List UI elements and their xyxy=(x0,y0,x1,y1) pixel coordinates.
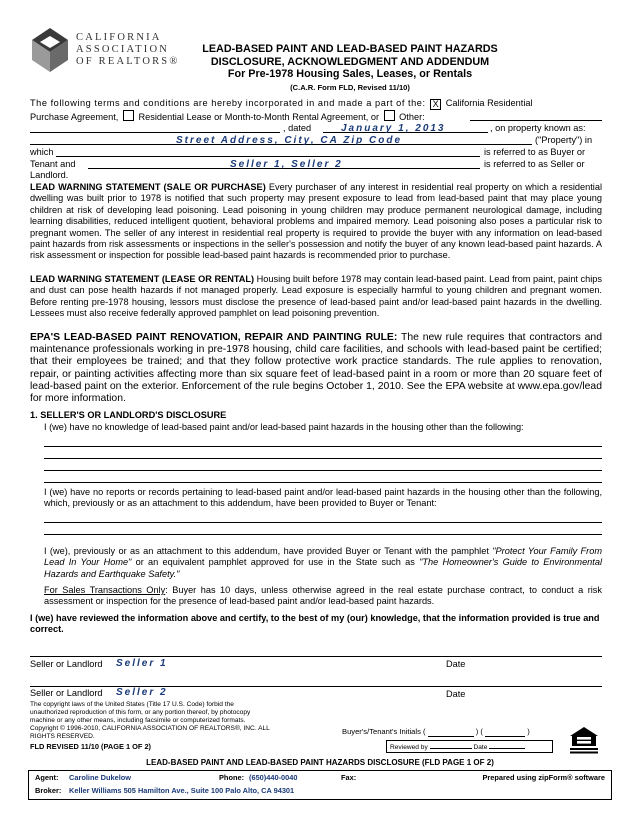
initials-label: Buyer's/Tenant's Initials ( xyxy=(342,727,426,736)
purchase-agreement-label: California Residential xyxy=(445,98,533,108)
reviewed-date-label: Date xyxy=(473,744,488,751)
signature-date-label-2: Date xyxy=(446,689,466,699)
reviewed-box xyxy=(386,740,553,753)
warning-sale-body: Every purchaser of any interest in residential real property on which a residential dwelling was built prior to 1978 is notified that such property may present exposure to lead from lead-based paint that may place young children at risk of developing lead poisoning. Lead poisoning in young children may produce permanent neurological damage, including learning disabilities, reduced intelligent quotient, behavioral problems and impaired memory. Lead poisoning also poses a particular risk to pregnant women. The seller of any interest in residential real property is required to provide the buyer with any information on lead-based paint hazards from risk assessments or inspections in the seller's possession and notify the buyer of any known lead-based paint hazards. A risk assessment or inspection for possible lead-based paint hazards is recommended prior to purchase. xyxy=(30,182,602,261)
agent-label: Agent: xyxy=(35,773,59,782)
section1-p4 xyxy=(44,585,602,608)
dated-label: , dated xyxy=(283,123,312,133)
sales-only-label: For Sales Transactions Only xyxy=(44,585,166,595)
buyer-field[interactable] xyxy=(56,156,480,157)
broker-value: Keller Williams 505 Hamilton Ave., Suite 100 Palo Alto, CA 94301 xyxy=(69,786,295,795)
copyright-notice: The copyright laws of the United States (Title 17 U.S. Code) forbid the unauthorized reproduction of this form, or any portion thereof, by photocopy machine or any other means, including facsimile or computerized formats. Copyright © 1996-2010, CALIFORNIA ASSOCIATION OF REALTORS®, INC. ALL RIGHTS RESERVED. xyxy=(30,701,270,740)
lease-label: Residential Lease or Month-to-Month Rental Agreement, or xyxy=(138,112,380,122)
disclosure-line-2[interactable] xyxy=(44,458,602,459)
signature-value-1: Seller 1 xyxy=(116,658,168,669)
disclosure-line-1[interactable] xyxy=(44,446,602,447)
broker-label: Broker: xyxy=(35,786,62,795)
warning-lease-paragraph xyxy=(30,274,602,320)
reviewed-date-field[interactable] xyxy=(489,741,525,749)
intro-line-1 xyxy=(30,98,604,110)
initials-field-1[interactable] xyxy=(428,727,474,737)
section1-heading: 1. SELLER'S OR LANDLORD'S DISCLOSURE xyxy=(30,410,227,420)
property-label: ("Property") in xyxy=(535,135,593,145)
property-known-label: , on property known as: xyxy=(490,123,586,133)
reviewed-field[interactable] xyxy=(430,741,472,749)
title-line-1: LEAD-BASED PAINT AND LEAD-BASED PAINT HAZARDS xyxy=(202,43,498,55)
initials-end: ) xyxy=(527,727,530,736)
logo-line-2: ASSOCIATION xyxy=(76,44,170,55)
epa-paragraph xyxy=(30,332,602,405)
tenant-label: Tenant and xyxy=(30,159,76,169)
car-logo-icon xyxy=(30,26,70,78)
signature-value-2: Seller 2 xyxy=(116,687,168,698)
warning-sale-heading: LEAD WARNING STATEMENT (SALE OR PURCHASE) xyxy=(30,182,266,192)
epa-heading: EPA'S LEAD-BASED PAINT RENOVATION, REPAIR AND PAINTING RULE: xyxy=(30,332,398,343)
address-value: Street Address, City, CA Zip Code xyxy=(176,135,403,146)
seller-value: Seller 1, Seller 2 xyxy=(230,159,343,170)
prepared-using: Prepared using zipForm® software xyxy=(482,773,605,782)
other-checkbox[interactable] xyxy=(384,110,395,121)
which-label: which xyxy=(30,147,54,157)
purchase-agreement-label-2: Purchase Agreement, xyxy=(30,112,119,122)
signature-label-1: Seller or Landlord xyxy=(30,659,103,669)
phone-label: Phone: xyxy=(219,773,245,782)
section1-p1: I (we) have no knowledge of lead-based paint and/or lead-based paint hazards in the housing other than the following: xyxy=(44,422,524,432)
signature-line-1[interactable] xyxy=(30,656,602,657)
reviewed-label: Reviewed by xyxy=(390,744,428,751)
pamphlet-text-1: I (we), previously or as an attachment to this addendum, have provided Buyer or Tenant with the pamphlet xyxy=(44,546,493,556)
certify-statement: I (we) have reviewed the information above and certify, to the best of my (our) knowledge, that the information provided is true and correct. xyxy=(30,613,600,635)
disclosure-line-3[interactable] xyxy=(44,470,602,471)
agreement-field[interactable] xyxy=(30,132,280,133)
epa-body: The new rule requires that contractors and maintenance professionals working in pre-1978 housing, child care facilities, and schools with lead-based paint be certified; that their employees be trained; and that they follow protective work practice standards. The rule applies to renovation, repair, or painting activities affecting more than six square feet of lead-based paint in a room or more than 20 square feet of lead-based paint on the exterior. Enforcement of the rule begins October 1, 2010. See the EPA website at www.epa.gov/lead for more information. xyxy=(30,332,602,405)
initials-separator: ) ( xyxy=(475,727,483,736)
signature-label-2: Seller or Landlord xyxy=(30,688,103,698)
buyer-label: is referred to as Buyer or xyxy=(484,147,586,157)
warning-lease-body: Housing built before 1978 may contain lead-based paint. Lead from paint, paint chips and dust can pose health hazards if not managed properly. Lead exposure is especially harmful to young children and pregnant women. Before renting pre-1978 housing, lessors must disclose the presence of lead-based paint and/or lead-based paint hazards in the dwelling. Lessees must also receive federally approved pamphlet on lead poisoning prevention. xyxy=(30,274,602,319)
date-value: January 1, 2013 xyxy=(341,123,446,134)
landlord-label: Landlord. xyxy=(30,170,69,180)
logo-line-3: OF REALTORS® xyxy=(76,56,180,67)
initials-field-2[interactable] xyxy=(485,727,525,737)
signature-date-label-1: Date xyxy=(446,659,466,669)
other-field[interactable] xyxy=(470,120,602,121)
records-line-1[interactable] xyxy=(44,522,602,523)
footer-title: LEAD-BASED PAINT AND LEAD-BASED PAINT HAZARDS DISCLOSURE (FLD PAGE 1 OF 2) xyxy=(146,758,494,767)
car-logo-text xyxy=(76,32,180,68)
purchase-agreement-checkbox[interactable]: X xyxy=(430,99,441,110)
pamphlet-title-2: "The Homeowner's Guide to Environmental Hazards and Earthquake Safety." xyxy=(44,557,602,579)
intro-text: The following terms and conditions are hereby incorporated in and made a part of the: xyxy=(30,98,426,108)
initials-row xyxy=(342,727,530,737)
pamphlet-text-2: or an equivalent pamphlet approved for use in the State such as xyxy=(131,557,420,568)
sales-only-text: : Buyer has 10 days, unless otherwise agreed in the real estate purchase contract, to conduct a risk assessment or inspection for the presence of lead-based paint and/or lead-based paint hazards. xyxy=(44,585,602,607)
form-id: (C.A.R. Form FLD, Revised 11/10) xyxy=(290,82,410,92)
lease-checkbox[interactable] xyxy=(123,110,134,121)
title-line-2: DISCLOSURE, ACKNOWLEDGMENT AND ADDENDUM xyxy=(210,55,490,68)
section1-p2: I (we) have no reports or records pertaining to lead-based paint and/or lead-based paint hazards in the housing other than the following, which, previously or as an attachment to this addendum, have been provided to Buyer or Tenant: xyxy=(44,487,602,509)
form-title xyxy=(180,43,520,94)
equal-housing-icon xyxy=(569,726,599,754)
disclosure-line-4[interactable] xyxy=(44,482,602,483)
phone-value: (650)440-0040 xyxy=(249,773,298,782)
seller-label: is referred to as Seller or xyxy=(484,159,585,169)
pamphlet-title-1: "Protect Your Family From Lead In Your Home" xyxy=(44,546,602,568)
warning-lease-heading: LEAD WARNING STATEMENT (LEASE OR RENTAL) xyxy=(30,274,255,284)
agent-footer xyxy=(28,770,612,800)
logo-line-1: CALIFORNIA xyxy=(76,32,162,43)
title-line-3: For Pre-1978 Housing Sales, Leases, or Rentals xyxy=(227,68,473,81)
records-line-2[interactable] xyxy=(44,534,602,535)
warning-sale-paragraph xyxy=(30,182,602,262)
section1-p3 xyxy=(44,546,602,580)
agent-value: Caroline Dukelow xyxy=(69,773,132,782)
fax-label: Fax: xyxy=(341,773,357,782)
other-label: Other: xyxy=(399,112,425,122)
fld-revised: FLD REVISED 11/10 (PAGE 1 OF 2) xyxy=(30,742,152,751)
